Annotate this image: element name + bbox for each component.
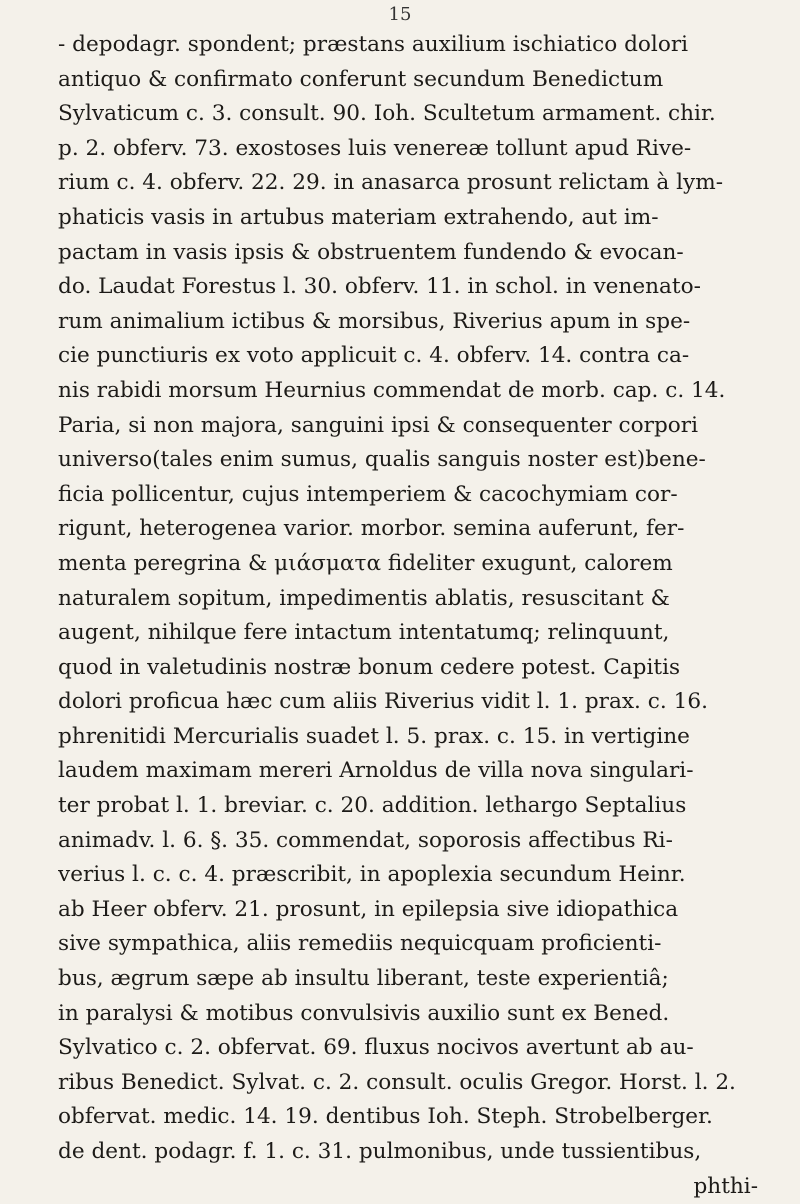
text-line: Paria, si non majora, sanguini ipsi & consequenter corpori [58, 412, 698, 438]
text-line: bus, ægrum sæpe ab insultu liberant, teste experientiâ; [58, 966, 669, 992]
text-line: ter probat l. 1. breviar. c. 20. addition. lethargo Septalius [58, 793, 687, 819]
text-line: rigunt, heterogenea varior. morbor. semina auferunt, fer- [58, 516, 685, 542]
text-line: - depodagr. spondent; præstans auxilium ischiatico dolori [58, 32, 689, 57]
text-line: p. 2. obferv. 73. exostoses luis venereæ tollunt apud Rive- [58, 135, 692, 161]
text-line: ribus Benedict. Sylvat. c. 2. consult. oculis Gregor. Horst. l. 2. [58, 1069, 736, 1095]
page-number: 15 [388, 4, 412, 25]
text-line: animadv. l. 6. §. 35. commendat, soporosis affectibus Ri- [58, 827, 673, 853]
text-line: laudem maximam mereri Arnoldus de villa nova singulari- [58, 758, 694, 784]
text-line: antiquo & confirmato conferunt secundum Benedictum [58, 66, 664, 92]
text-line: phrenitidi Mercurialis suadet l. 5. prax. c. 15. in vertigine [58, 723, 690, 749]
text-line: obfervat. medic. 14. 19. dentibus Ioh. Steph. Strobelberger. [58, 1104, 713, 1130]
text-line: cie punctiuris ex voto applicuit c. 4. obferv. 14. contra ca- [58, 343, 690, 369]
text-line: phaticis vasis in artubus materiam extrahendo, aut im- [58, 204, 659, 230]
text-line: quod in valetudinis nostræ bonum cedere potest. Capitis [58, 654, 681, 680]
text-line: naturalem sopitum, impedimentis ablatis, resuscitant & [58, 585, 670, 611]
text-line: rium c. 4. obferv. 22. 29. in anasarca prosunt relictam à lym- [58, 170, 723, 196]
text-line: universo(tales enim sumus, qualis sanguis noster est)bene- [58, 447, 706, 473]
text-line: dolori proficua hæc cum aliis Riverius vidit l. 1. prax. c. 16. [58, 689, 708, 715]
text-line: menta peregrina & μιάσματα fideliter exugunt, calorem [58, 550, 673, 576]
text-line: ficia pollicentur, cujus intemperiem & cacochymiam cor- [58, 481, 678, 507]
text-line: ab Heer obferv. 21. prosunt, in epilepsia sive idiopathica [58, 896, 679, 922]
text-line: in paralysi & motibus convulsivis auxilio sunt ex Bened. [58, 1000, 670, 1026]
body-text [58, 28, 780, 1204]
text-line: verius l. c. c. 4. præscribit, in apoplexia secundum Heinr. [58, 862, 686, 888]
text-line: pactam in vasis ipsis & obstruentem fundendo & evocan- [58, 239, 684, 265]
text-line: Sylvaticum c. 3. consult. 90. Ioh. Scultetum armament. chir. [58, 101, 716, 127]
text-line: augent, nihilque fere intactum intentatumq; relinquunt, [58, 620, 670, 646]
text-line: de dent. podagr. f. 1. c. 31. pulmonibus, unde tussientibus, [58, 1139, 702, 1164]
text-line: sive sympathica, aliis remediis nequicquam proficienti- [58, 931, 662, 957]
text-line: rum animalium ictibus & morsibus, Riverius apum in spe- [58, 308, 691, 334]
text-line: do. Laudat Forestus l. 30. obferv. 11. in schol. in venenato- [58, 274, 701, 300]
text-line: phthi- [693, 1173, 758, 1199]
text-line: Sylvatico c. 2. obfervat. 69. fluxus nocivos avertunt ab au- [58, 1035, 694, 1061]
text-line: nis rabidi morsum Heurnius commendat de morb. cap. c. 14. [58, 377, 726, 403]
